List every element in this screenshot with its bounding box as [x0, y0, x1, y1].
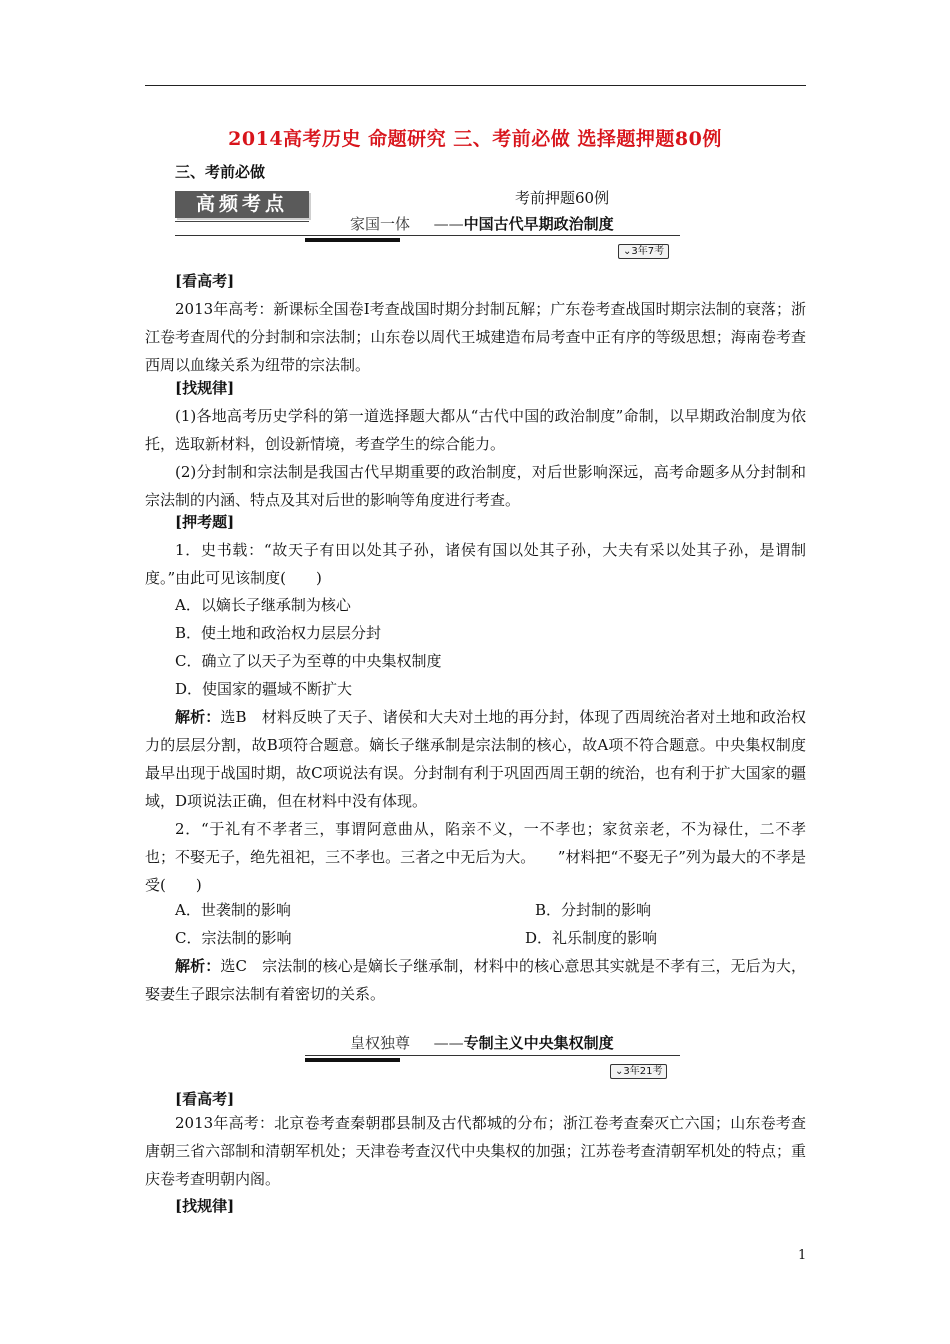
document-title: 2014高考历史 命题研究 三、考前必做 选择题押题80例 [228, 128, 722, 150]
topic-2-thick-rule [305, 1058, 400, 1062]
q1-option-a: A．以嫡长子继承制为核心 [175, 596, 351, 614]
page-number: 1 [798, 1248, 807, 1263]
topic-1-thick-rule [305, 238, 400, 242]
topic-1-header [350, 213, 614, 234]
topic-1-name: 家国一体 [350, 215, 411, 233]
q2-analysis [145, 952, 806, 1008]
frequency-badge: 高频考点 [175, 191, 309, 218]
section-heading: 三、考前必做 [175, 163, 266, 181]
look-label-1: [看高考] [175, 272, 235, 290]
q1-analysis-label: 解析： [175, 708, 221, 726]
rule-text-1b: (2)分封制和宗法制是我国古代早期重要的政治制度，对后世影响深远，高考命题多从分封制和宗法制的内涵、特点及其对后世的影响等角度进行考查。 [145, 463, 806, 509]
look-text-2: 2013年高考：北京卷考查秦朝郡县制及古代都城的分布；浙江卷考查秦灭亡六国；山东卷考查唐朝三省六部制和清朝军机处；天津卷考查汉代中央集权的加强；江苏卷考查清朝军机处的特点；重庆卷考查明朝内阁。 [145, 1114, 806, 1188]
q2-analysis-label: 解析： [175, 957, 221, 975]
q2-analysis-text: 选C 宗法制的核心是嫡长子继承制，材料中的核心意思其实就是不孝有三，无后为大，娶妻生子跟宗法制有着密切的关系。 [145, 957, 806, 1003]
topic-2-rule [305, 1055, 680, 1056]
topic-2-tag: ⌄3年21考 [610, 1064, 667, 1079]
question-1: 1．史书载：“故天子有田以处其子孙，诸侯有国以处其子孙，大夫有采以处其子孙，是谓制度。”由此可见该制度( ) [145, 541, 806, 587]
rule-label-2: [找规律] [175, 1197, 235, 1215]
topic-1-tag: ⌄3年7考 [618, 244, 669, 259]
topic-2-name: 皇权独尊 [350, 1034, 411, 1052]
q2-option-c: C．宗法制的影响 [175, 929, 292, 947]
look-text-1: 2013年高考：新课标全国卷Ⅰ考查战国时期分封制瓦解；广东卷考查战国时期宗法制的衰落；浙江卷考查周代的分封制和宗法制；山东卷以周代王城建造布局考查中正有序的等级思想；海南卷考查西周以血缘关系为纽带的宗法制。 [145, 300, 806, 374]
subtitle: 考前押题60例 [515, 189, 610, 207]
predict-label-1: [押考题] [175, 513, 235, 531]
q1-option-d: D．使国家的疆域不断扩大 [175, 680, 353, 698]
topic-1-dash: —— [433, 215, 464, 233]
question-2: 2．“于礼有不孝者三，事谓阿意曲从，陷亲不义，一不孝也；家贫亲老，不为禄仕，二不孝也；不娶无子，绝先祖祀，三不孝也。三者之中无后为大。 ”材料把“不娶无子”列为最大的不孝是受( ) [145, 820, 806, 894]
rule-label-1: [找规律] [175, 379, 235, 397]
topic-2-dash: —— [433, 1034, 464, 1052]
badge-rule [175, 221, 309, 222]
q1-option-b: B．使土地和政治权力层层分封 [175, 624, 382, 642]
header-rule [145, 85, 806, 86]
q2-option-a: A．世袭制的影响 [175, 901, 291, 919]
topic-1-desc: 中国古代早期政治制度 [463, 215, 614, 233]
q2-option-b: B．分封制的影响 [535, 901, 652, 919]
topic-1-rule [175, 235, 680, 236]
q1-option-c: C．确立了以天子为至尊的中央集权制度 [175, 652, 442, 670]
topic-2-header [350, 1032, 614, 1053]
topic-2-tag-text: 3年21考 [623, 1066, 663, 1077]
q2-option-d: D．礼乐制度的影响 [525, 929, 658, 947]
rule-text-1a: (1)各地高考历史学科的第一道选择题大都从“古代中国的政治制度”命制，以早期政治制度为依托，选取新材料，创设新情境，考查学生的综合能力。 [145, 407, 806, 453]
q1-analysis [145, 703, 806, 815]
topic-2-desc: 专制主义中央集权制度 [463, 1034, 614, 1052]
look-label-2: [看高考] [175, 1090, 235, 1108]
topic-1-tag-text: 3年7考 [631, 246, 665, 257]
q1-analysis-text: 选B 材料反映了天子、诸侯和大夫对土地的再分封，体现了西周统治者对土地和政治权力的层层分割，故B项符合题意。嫡长子继承制是宗法制的核心，故A项不符合题意。中央集权制度最早出现于战国时期，故C项说法有误。分封制有利于巩固西周王朝的统治，也有利于扩大国家的疆域，D项说法正确，但在材料中没有体现。 [145, 708, 806, 810]
